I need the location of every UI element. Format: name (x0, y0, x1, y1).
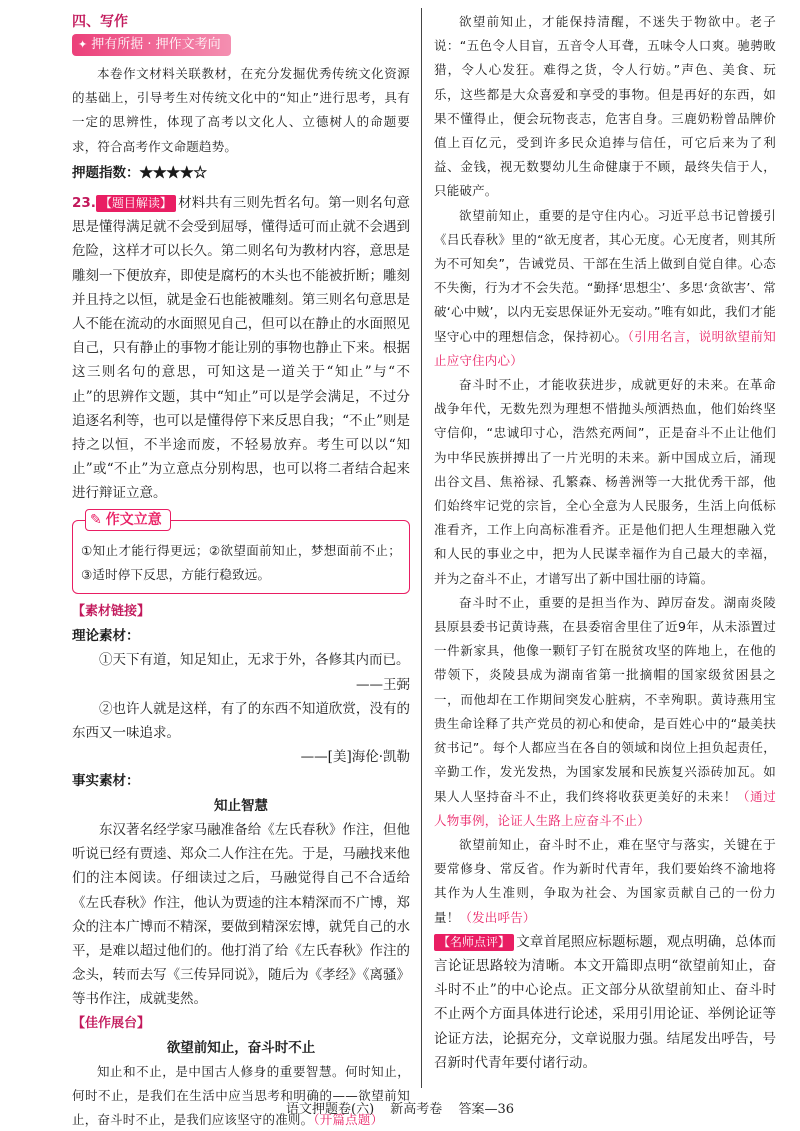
essay-p6-note: （发出呼告） (459, 909, 536, 925)
thesis-text: ①知止才能行得更远；②欲望面前知止，梦想面前不止；③适时停下反思，方能行稳致远。 (81, 542, 401, 582)
material-tag: 【素材链接】 (72, 604, 151, 620)
fact-text: 东汉著名经学家马融准备给《左氏春秋》作注，但他听说已经有贾逵、郑众二人作注在先。于是，马融找来他们的注本阅读。仔细读过之后，马融觉得自己不合适给《左氏春秋》作注，他认为贾逵的注本精深而不广博，郑众的注本广博而不精深，要做到精深宏博，就凭自己的水平，是难以超过他们的。他打消了给《左氏春秋》作注的念头，转而去写《三传异同说》，随后为《孝经》《离骚》等书作注，成就斐然。 (72, 821, 410, 1008)
question-text: 材料共有三则先哲名句。第一则名句意思是懂得满足就不会受到屈辱，懂得适可而止就不会遇到危险，这样才可以长久。第二则名句为教材内容，意思是雕刻一下便放弃，即使是腐朽的木头也不能被折断；雕刻并且持之以恒，就是金石也能被雕刻。第三则名句意思是人不能在流动的水面照见自己，但可以在静止的水面照见自己，只有静止的事物才能让别的事物也静止下来。根据这三则名句的意思，可知这是一道关于“知止”与“不止”的思辨作文题，其中“知止”可以是学会满足，不过分追逐名利等，也可以是懂得停下来反思自我；“不止”则是持之以恒，不半途而废，不轻易放弃。考生可以以“知止”或“不止”为立意点分别构思，也可以将二者结合起来进行辩证立意。 (72, 195, 410, 502)
theory-label: 理论素材： (72, 628, 140, 645)
column-divider (421, 8, 422, 1088)
topic-banner (72, 34, 231, 56)
thesis-title: 作文立意 (105, 511, 162, 528)
essay-paragraph-5 (434, 591, 776, 833)
essay-p1-text: 知止和不止，是中国古人修身的重要智慧。何时知止，何时不止，是我们在生活中应当思考和明确的——欲望前知止，奋斗时不止，是我们应该坚守的准则。 (72, 1063, 410, 1128)
essay-p5-note: （通过人物事例，论证人生路上应奋斗不止） (434, 788, 776, 828)
index-line (72, 161, 410, 185)
fact-label: 事实素材： (72, 773, 140, 790)
essay-paragraph-6 (434, 833, 776, 930)
comment-text: 文章首尾照应标题标题，观点明确，总体而言论证思路较为清晰。本文开篇即点明“欲望前知止，奋斗时不止”的中心论点。正文部分从欲望前知止、奋斗时不止两个方面具体进行论述，采用引用论证、举例论证等论证方法，论据充分，文章说服力强。结尾发出呼告，号召新时代青年要付诸行动。 (434, 933, 776, 1071)
essay-p1-note: （开篇点题） (313, 1112, 384, 1128)
page-footer (0, 1098, 800, 1117)
quote-1-source: ——王弼 (356, 676, 410, 693)
essay-paragraph-4: 奋斗时不止，才能收获进步，成就更好的未来。在革命战争年代，无数先烈为理想不惜抛头颅洒热血，他们始终坚守信仰，“忠诚印寸心，浩然充两间”，正是奋斗不止让他们为中华民族拼搏出了一片光明的未来。新中国成立后，涌现出谷文昌、焦裕禄、孔繁森、杨善洲等一大批优秀干部，他们始终牢记党的宗旨，全心全意为人民服务，生活上向低标准看齐，工作上向高标准看齐。正是他们把人生理想融入党和人民的事业之中，把为人民谋幸福作为自己最大的幸福，并为之奋斗不止，才谱写出了新中国壮丽的诗篇。 (434, 377, 776, 586)
section-title: 四、写作 (72, 14, 128, 30)
quote-1: ①天下有道，知足知止，无求于外，各修其内而已。 (99, 652, 410, 669)
question-number: 23. (72, 195, 96, 212)
thesis-heading (85, 509, 171, 531)
essay-p6-text: 欲望前知止，奋斗时不止，难在坚守与落实，关键在于要常修身、常反省。作为新时代青年，我们要始终不渝地将其作为人生准则，争取为社会、为国家贡献自己的一份力量！ (434, 836, 776, 925)
comment-tag: 【名师点评】 (434, 934, 514, 951)
pen-icon: ✎ (90, 511, 102, 528)
footer-series: 新高考卷 (390, 1102, 443, 1117)
index-stars: ★★★★☆ (139, 164, 207, 181)
banner-label: 押有所据 · 押作文考向 (91, 37, 221, 52)
quote-2: ②也许人就是这样，有了的东西不知道欣赏，没有的东西又一味追求。 (72, 700, 410, 742)
left-column (72, 12, 410, 1131)
teacher-comment (434, 930, 776, 1075)
fact-title: 知止智慧 (214, 797, 268, 814)
essay-p3-note: （引用名言，说明欲望前知止应守住内心） (434, 328, 776, 368)
essay-paragraph-3 (434, 204, 776, 373)
essay-p3-text: 欲望前知止，重要的是守住内心。习近平总书记曾援引《吕氏春秋》里的“欲无度者，其心无度。心无度者，则其所为不可知矣”，告诫党员、干部在生活上做到自觉自律。心态不失衡，行为才不会失范。“勤择‘思想尘’、多思‘贪欲害’、常破‘心中贼’，以内无妄思保证外无妄动。”唯有如此，我们才能坚守心中的理想信念，保持初心。 (434, 207, 776, 344)
essay-paragraph-1 (72, 1060, 410, 1131)
index-label: 押题指数： (72, 164, 140, 181)
right-column (434, 10, 776, 1075)
intro-paragraph: 本卷作文材料关联教材，在充分发掘优秀传统文化资源的基础上，引导考生对传统文化中的“知止”进行思考，具有一定的思辨性，体现了高考以文化人、立德树人的命题要求，符合高考作文命题趋势。 (72, 66, 410, 154)
showcase-tag: 【佳作展台】 (72, 1015, 151, 1031)
quote-2-source: ——[美]海伦·凯勒 (300, 749, 410, 766)
essay-title: 欲望前知止，奋斗时不止 (166, 1039, 316, 1056)
question-tag: 【题目解读】 (96, 195, 176, 212)
essay-p5-text: 奋斗时不止，重要的是担当作为、踔厉奋发。湖南炎陵县原县委书记黄诗燕，在县委宿舍里住了近9年，从未添置过一件新家具，他像一颗钉子钉在脱贫攻坚的阵地上，在他的带领下，炎陵县成为湖南省第一批摘帽的国家级贫困县之一，而他却在工作期间突发心脏病，不幸殉职。黄诗燕用宝贵生命诠释了共产党员的初心和使命，是百姓心中的“最美扶贫书记”。每个人都应当在各自的领域和岗位上担负起责任，辛勤工作，发光发热，为国家发展和民族复兴添砖加瓦。如果人人坚持奋斗不止，我们终将收获更美好的未来！ (434, 594, 776, 804)
footer-page: 答案—36 (458, 1102, 514, 1117)
question-explanation (72, 191, 410, 506)
thesis-box (72, 511, 410, 594)
footer-title: 语文押题卷(六) (286, 1102, 375, 1117)
essay-paragraph-2: 欲望前知止，才能保持清醒，不迷失于物欲中。老子说：“五色令人目盲，五音令人耳聋，五味令人口爽。驰骋畋猎，令人心发狂。难得之货，令人行妨。”声色、美食、玩乐，这些都是大众喜爱和享受的事物。但是再好的东西，如果不懂得止，便会玩物丧志，危害自身。三鹿奶粉曾品牌价值上百亿元，受到许多民众追捧与信任，可它后来为了利益、金钱，视无数婴幼儿生命健康于不顾，最终失信于人，只能破产。 (434, 14, 776, 199)
sparkle-icon: ✦ (78, 38, 88, 51)
